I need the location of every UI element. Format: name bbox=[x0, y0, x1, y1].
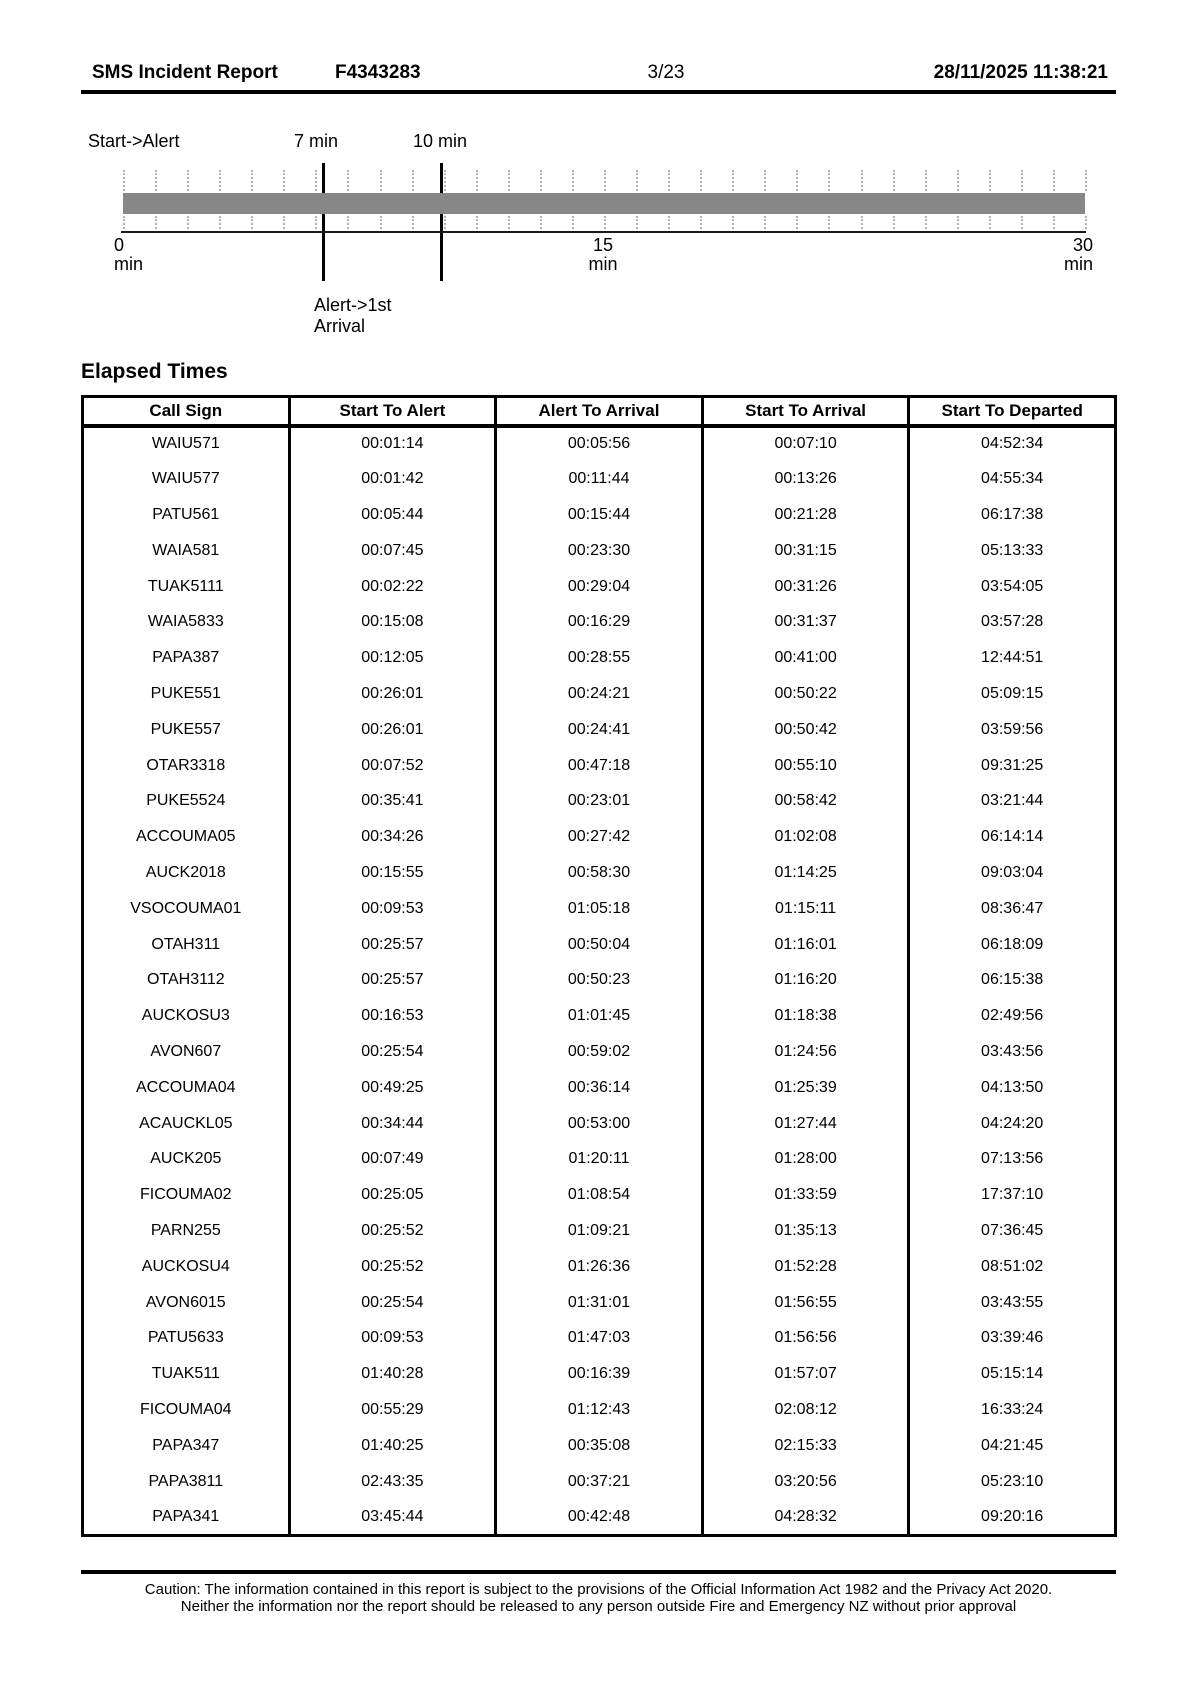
alert-to-arrival-cell: 00:50:23 bbox=[496, 962, 703, 998]
timeline-7min-label: 7 min bbox=[293, 131, 338, 151]
footer-rule bbox=[81, 1570, 1116, 1574]
start-to-arrival-cell: 00:41:00 bbox=[702, 640, 909, 676]
start-to-departed-cell: 07:36:45 bbox=[909, 1213, 1116, 1249]
minute-tick bbox=[347, 216, 349, 229]
start-to-alert-cell: 00:26:01 bbox=[289, 676, 496, 712]
minute-tick bbox=[636, 216, 638, 229]
call-sign-cell: PUKE5524 bbox=[83, 783, 290, 819]
minute-tick bbox=[444, 216, 446, 229]
minute-tick bbox=[700, 216, 702, 229]
page-header bbox=[81, 62, 1116, 88]
alert-to-arrival-cell: 01:12:43 bbox=[496, 1392, 703, 1428]
minute-tick bbox=[155, 170, 157, 191]
alert-to-arrival-cell: 00:35:08 bbox=[496, 1428, 703, 1464]
start-to-arrival-cell: 00:50:42 bbox=[702, 712, 909, 748]
call-sign-cell: PAPA387 bbox=[83, 640, 290, 676]
call-sign-cell: PUKE557 bbox=[83, 712, 290, 748]
start-to-arrival-cell: 00:13:26 bbox=[702, 461, 909, 497]
column-header-start-to-departed: Start To Departed bbox=[909, 397, 1116, 426]
elapsed-times-table bbox=[81, 395, 1117, 1537]
start-to-arrival-cell: 01:33:59 bbox=[702, 1177, 909, 1213]
alert-to-arrival-cell: 00:16:39 bbox=[496, 1356, 703, 1392]
minute-tick bbox=[1085, 216, 1087, 229]
alert-to-arrival-cell: 01:31:01 bbox=[496, 1285, 703, 1321]
start-to-alert-cell: 00:09:53 bbox=[289, 891, 496, 927]
minute-tick bbox=[540, 216, 542, 229]
start-to-departed-cell: 03:59:56 bbox=[909, 712, 1116, 748]
start-to-arrival-cell: 01:15:11 bbox=[702, 891, 909, 927]
alert-to-arrival-cell: 01:05:18 bbox=[496, 891, 703, 927]
table-row bbox=[83, 426, 1116, 462]
call-sign-cell: PAPA341 bbox=[83, 1499, 290, 1535]
start-to-alert-cell: 00:15:08 bbox=[289, 604, 496, 640]
call-sign-cell: WAIU577 bbox=[83, 461, 290, 497]
minute-tick bbox=[1053, 216, 1055, 229]
minute-tick bbox=[925, 170, 927, 191]
minute-tick bbox=[315, 216, 317, 229]
start-to-arrival-cell: 02:15:33 bbox=[702, 1428, 909, 1464]
table-row bbox=[83, 1141, 1116, 1177]
minute-tick bbox=[508, 216, 510, 229]
timeline-10min-label: 10 min bbox=[412, 131, 468, 151]
marker-line-10min bbox=[440, 163, 443, 281]
minute-tick bbox=[1085, 170, 1087, 191]
minute-tick bbox=[187, 170, 189, 191]
minute-tick bbox=[604, 216, 606, 229]
axis-unit-0: min bbox=[114, 254, 144, 274]
alert-to-arrival-cell: 00:58:30 bbox=[496, 855, 703, 891]
minute-tick bbox=[957, 216, 959, 229]
table-row bbox=[83, 533, 1116, 569]
minute-tick bbox=[893, 216, 895, 229]
start-to-arrival-cell: 01:24:56 bbox=[702, 1034, 909, 1070]
minute-tick bbox=[219, 170, 221, 191]
start-to-arrival-cell: 00:31:37 bbox=[702, 604, 909, 640]
table-row bbox=[83, 891, 1116, 927]
start-to-alert-cell: 00:25:57 bbox=[289, 962, 496, 998]
start-to-departed-cell: 05:09:15 bbox=[909, 676, 1116, 712]
start-to-departed-cell: 09:20:16 bbox=[909, 1499, 1116, 1535]
table-row bbox=[83, 461, 1116, 497]
alert-to-arrival-cell: 00:37:21 bbox=[496, 1464, 703, 1500]
table-row bbox=[83, 1213, 1116, 1249]
start-to-alert-cell: 00:34:26 bbox=[289, 819, 496, 855]
call-sign-cell: ACCOUMA04 bbox=[83, 1070, 290, 1106]
minute-tick bbox=[732, 216, 734, 229]
minute-tick bbox=[893, 170, 895, 191]
call-sign-cell: TUAK511 bbox=[83, 1356, 290, 1392]
call-sign-cell: PATU561 bbox=[83, 497, 290, 533]
alert-to-arrival-cell: 00:23:30 bbox=[496, 533, 703, 569]
call-sign-cell: PATU5633 bbox=[83, 1320, 290, 1356]
table-row bbox=[83, 1034, 1116, 1070]
call-sign-cell: FICOUMA04 bbox=[83, 1392, 290, 1428]
start-to-arrival-cell: 01:14:25 bbox=[702, 855, 909, 891]
start-to-alert-cell: 00:05:44 bbox=[289, 497, 496, 533]
call-sign-cell: OTAH3112 bbox=[83, 962, 290, 998]
start-to-arrival-cell: 01:56:56 bbox=[702, 1320, 909, 1356]
alert-to-arrival-cell: 00:53:00 bbox=[496, 1106, 703, 1142]
start-to-arrival-cell: 00:31:15 bbox=[702, 533, 909, 569]
call-sign-cell: TUAK5111 bbox=[83, 569, 290, 605]
table-row bbox=[83, 497, 1116, 533]
axis-tick-0: 0 bbox=[114, 235, 125, 255]
minute-tick bbox=[796, 170, 798, 191]
start-to-arrival-cell: 00:50:22 bbox=[702, 676, 909, 712]
call-sign-cell: PARN255 bbox=[83, 1213, 290, 1249]
minute-tick bbox=[347, 170, 349, 191]
column-header-alert-to-arrival: Alert To Arrival bbox=[496, 397, 703, 426]
start-to-alert-cell: 00:07:45 bbox=[289, 533, 496, 569]
table-row bbox=[83, 640, 1116, 676]
call-sign-cell: PAPA347 bbox=[83, 1428, 290, 1464]
axis-unit-15: min bbox=[588, 254, 618, 274]
minute-tick bbox=[861, 216, 863, 229]
minute-tick bbox=[1053, 170, 1055, 191]
page-title: SMS Incident Report bbox=[92, 62, 278, 83]
minute-tick bbox=[412, 170, 414, 191]
call-sign-cell: AVON607 bbox=[83, 1034, 290, 1070]
start-to-alert-cell: 00:26:01 bbox=[289, 712, 496, 748]
axis-unit-30: min bbox=[1063, 254, 1093, 274]
minute-tick bbox=[412, 216, 414, 229]
table-row bbox=[83, 604, 1116, 640]
alert-to-arrival-cell: 01:26:36 bbox=[496, 1249, 703, 1285]
alert-to-arrival-cell: 00:29:04 bbox=[496, 569, 703, 605]
start-to-arrival-cell: 00:55:10 bbox=[702, 748, 909, 784]
timeline-series-label: Start->Alert bbox=[88, 131, 180, 151]
marker-line-7min bbox=[322, 163, 325, 281]
start-to-arrival-cell: 00:31:26 bbox=[702, 569, 909, 605]
minute-tick bbox=[764, 170, 766, 191]
call-sign-cell: WAIA5833 bbox=[83, 604, 290, 640]
call-sign-cell: OTAR3318 bbox=[83, 748, 290, 784]
start-to-arrival-cell: 00:21:28 bbox=[702, 497, 909, 533]
table-row bbox=[83, 1285, 1116, 1321]
start-to-alert-cell: 01:40:25 bbox=[289, 1428, 496, 1464]
report-datetime: 28/11/2025 11:38:21 bbox=[933, 62, 1108, 83]
start-to-departed-cell: 16:33:24 bbox=[909, 1392, 1116, 1428]
table-row bbox=[83, 1499, 1116, 1535]
alert-to-arrival-cell: 00:15:44 bbox=[496, 497, 703, 533]
start-to-arrival-cell: 01:56:55 bbox=[702, 1285, 909, 1321]
table-row bbox=[83, 819, 1116, 855]
table-row bbox=[83, 962, 1116, 998]
start-to-arrival-cell: 03:20:56 bbox=[702, 1464, 909, 1500]
table-row bbox=[83, 676, 1116, 712]
start-to-alert-cell: 02:43:35 bbox=[289, 1464, 496, 1500]
start-to-alert-cell: 00:07:49 bbox=[289, 1141, 496, 1177]
start-to-departed-cell: 07:13:56 bbox=[909, 1141, 1116, 1177]
minute-tick bbox=[636, 170, 638, 191]
minute-tick bbox=[476, 170, 478, 191]
table-row bbox=[83, 783, 1116, 819]
alert-to-arrival-cell: 01:20:11 bbox=[496, 1141, 703, 1177]
minute-tick bbox=[283, 216, 285, 229]
minute-tick bbox=[123, 216, 125, 229]
table-row bbox=[83, 1070, 1116, 1106]
start-to-alert-cell: 00:25:54 bbox=[289, 1285, 496, 1321]
minute-tick bbox=[444, 170, 446, 191]
table-row bbox=[83, 927, 1116, 963]
table-row bbox=[83, 569, 1116, 605]
header-rule bbox=[81, 90, 1116, 94]
alert-to-arrival-cell: 01:09:21 bbox=[496, 1213, 703, 1249]
alert-to-arrival-label-line1: Alert->1st bbox=[314, 295, 392, 315]
minute-tick bbox=[700, 170, 702, 191]
minute-tick bbox=[668, 216, 670, 229]
axis-label-30min bbox=[1013, 236, 1093, 274]
table-row bbox=[83, 855, 1116, 891]
minute-tick bbox=[380, 170, 382, 191]
minute-tick bbox=[764, 216, 766, 229]
start-to-alert-cell: 00:35:41 bbox=[289, 783, 496, 819]
axis-label-0min bbox=[114, 236, 143, 274]
call-sign-cell: AVON6015 bbox=[83, 1285, 290, 1321]
minute-tick bbox=[828, 170, 830, 191]
start-to-alert-cell: 00:34:44 bbox=[289, 1106, 496, 1142]
call-sign-cell: ACCOUMA05 bbox=[83, 819, 290, 855]
start-to-departed-cell: 06:15:38 bbox=[909, 962, 1116, 998]
start-to-alert-cell: 00:25:52 bbox=[289, 1249, 496, 1285]
start-to-arrival-cell: 01:27:44 bbox=[702, 1106, 909, 1142]
minute-tick bbox=[508, 170, 510, 191]
start-to-alert-cell: 00:15:55 bbox=[289, 855, 496, 891]
table-row bbox=[83, 1392, 1116, 1428]
timeline-axis bbox=[121, 231, 1086, 233]
call-sign-cell: PUKE551 bbox=[83, 676, 290, 712]
alert-to-arrival-cell: 01:01:45 bbox=[496, 998, 703, 1034]
table-row bbox=[83, 1428, 1116, 1464]
minute-tick bbox=[123, 170, 125, 191]
minute-tick bbox=[828, 216, 830, 229]
minute-tick bbox=[572, 170, 574, 191]
minute-tick bbox=[796, 216, 798, 229]
table-row bbox=[83, 1356, 1116, 1392]
start-to-departed-cell: 09:31:25 bbox=[909, 748, 1116, 784]
alert-to-arrival-cell: 00:42:48 bbox=[496, 1499, 703, 1535]
start-to-alert-cell: 00:01:42 bbox=[289, 461, 496, 497]
alert-to-arrival-cell: 00:50:04 bbox=[496, 927, 703, 963]
start-to-arrival-cell: 01:28:00 bbox=[702, 1141, 909, 1177]
start-to-departed-cell: 08:36:47 bbox=[909, 891, 1116, 927]
alert-to-arrival-cell: 00:28:55 bbox=[496, 640, 703, 676]
page-number: 3/23 bbox=[647, 62, 685, 83]
axis-label-15min bbox=[563, 236, 643, 274]
start-to-departed-cell: 06:17:38 bbox=[909, 497, 1116, 533]
start-to-alert-cell: 03:45:44 bbox=[289, 1499, 496, 1535]
alert-to-arrival-cell: 00:24:21 bbox=[496, 676, 703, 712]
minute-tick bbox=[989, 216, 991, 229]
alert-to-arrival-cell: 01:08:54 bbox=[496, 1177, 703, 1213]
table-row bbox=[83, 1464, 1116, 1500]
alert-to-arrival-cell: 00:47:18 bbox=[496, 748, 703, 784]
start-to-departed-cell: 08:51:02 bbox=[909, 1249, 1116, 1285]
start-to-departed-cell: 12:44:51 bbox=[909, 640, 1116, 676]
minute-tick bbox=[476, 216, 478, 229]
start-to-departed-cell: 09:03:04 bbox=[909, 855, 1116, 891]
alert-to-arrival-cell: 00:59:02 bbox=[496, 1034, 703, 1070]
timeline-bar bbox=[123, 193, 1085, 214]
minute-tick bbox=[380, 216, 382, 229]
table-body bbox=[83, 426, 1116, 1536]
minute-tick bbox=[1021, 216, 1023, 229]
start-to-alert-cell: 00:25:05 bbox=[289, 1177, 496, 1213]
start-to-alert-cell: 00:25:54 bbox=[289, 1034, 496, 1070]
axis-tick-30: 30 bbox=[1072, 235, 1093, 255]
start-to-departed-cell: 04:55:34 bbox=[909, 461, 1116, 497]
start-to-arrival-cell: 01:57:07 bbox=[702, 1356, 909, 1392]
minute-tick bbox=[251, 216, 253, 229]
call-sign-cell: WAIA581 bbox=[83, 533, 290, 569]
minute-tick bbox=[668, 170, 670, 191]
alert-to-arrival-label bbox=[314, 295, 392, 337]
call-sign-cell: WAIU571 bbox=[83, 426, 290, 462]
start-to-departed-cell: 03:43:55 bbox=[909, 1285, 1116, 1321]
table-row bbox=[83, 1320, 1116, 1356]
start-to-departed-cell: 04:52:34 bbox=[909, 426, 1116, 462]
alert-to-arrival-cell: 00:24:41 bbox=[496, 712, 703, 748]
start-to-alert-cell: 00:02:22 bbox=[289, 569, 496, 605]
section-heading: Elapsed Times bbox=[81, 360, 228, 383]
start-to-alert-cell: 00:09:53 bbox=[289, 1320, 496, 1356]
alert-to-arrival-cell: 00:36:14 bbox=[496, 1070, 703, 1106]
start-to-arrival-cell: 00:58:42 bbox=[702, 783, 909, 819]
start-to-alert-cell: 00:01:14 bbox=[289, 426, 496, 462]
minute-tick bbox=[572, 216, 574, 229]
minute-tick bbox=[315, 170, 317, 191]
incident-number: F4343283 bbox=[335, 62, 421, 83]
start-to-departed-cell: 05:13:33 bbox=[909, 533, 1116, 569]
table-row bbox=[83, 1106, 1116, 1142]
minute-tick bbox=[540, 170, 542, 191]
start-to-arrival-cell: 01:35:13 bbox=[702, 1213, 909, 1249]
start-to-arrival-cell: 00:07:10 bbox=[702, 426, 909, 462]
minute-tick bbox=[1021, 170, 1023, 191]
start-to-arrival-cell: 01:25:39 bbox=[702, 1070, 909, 1106]
table-row bbox=[83, 1177, 1116, 1213]
start-to-departed-cell: 17:37:10 bbox=[909, 1177, 1116, 1213]
minute-tick bbox=[219, 216, 221, 229]
start-to-alert-cell: 01:40:28 bbox=[289, 1356, 496, 1392]
alert-to-arrival-cell: 01:47:03 bbox=[496, 1320, 703, 1356]
start-to-arrival-cell: 01:52:28 bbox=[702, 1249, 909, 1285]
start-to-departed-cell: 06:14:14 bbox=[909, 819, 1116, 855]
table-row bbox=[83, 998, 1116, 1034]
column-header-call-sign: Call Sign bbox=[83, 397, 290, 426]
minute-tick bbox=[861, 170, 863, 191]
start-to-departed-cell: 03:43:56 bbox=[909, 1034, 1116, 1070]
timeline-chart bbox=[0, 115, 1190, 350]
column-header-start-to-alert: Start To Alert bbox=[289, 397, 496, 426]
start-to-departed-cell: 04:24:20 bbox=[909, 1106, 1116, 1142]
start-to-alert-cell: 00:55:29 bbox=[289, 1392, 496, 1428]
start-to-departed-cell: 03:54:05 bbox=[909, 569, 1116, 605]
start-to-alert-cell: 00:25:57 bbox=[289, 927, 496, 963]
start-to-alert-cell: 00:25:52 bbox=[289, 1213, 496, 1249]
call-sign-cell: AUCK2018 bbox=[83, 855, 290, 891]
start-to-arrival-cell: 01:02:08 bbox=[702, 819, 909, 855]
alert-to-arrival-cell: 00:23:01 bbox=[496, 783, 703, 819]
caution-text-line1: Caution: The information contained in this report is subject to the provisions of the Official Information Act 1982 and the Privacy Act 2020. bbox=[144, 1581, 1053, 1598]
table-row bbox=[83, 748, 1116, 784]
start-to-departed-cell: 03:21:44 bbox=[909, 783, 1116, 819]
alert-to-arrival-cell: 00:27:42 bbox=[496, 819, 703, 855]
call-sign-cell: OTAH311 bbox=[83, 927, 290, 963]
start-to-arrival-cell: 04:28:32 bbox=[702, 1499, 909, 1535]
start-to-arrival-cell: 01:16:01 bbox=[702, 927, 909, 963]
start-to-departed-cell: 03:57:28 bbox=[909, 604, 1116, 640]
start-to-departed-cell: 03:39:46 bbox=[909, 1320, 1116, 1356]
minute-tick bbox=[957, 170, 959, 191]
start-to-alert-cell: 00:49:25 bbox=[289, 1070, 496, 1106]
minute-tick bbox=[732, 170, 734, 191]
start-to-alert-cell: 00:16:53 bbox=[289, 998, 496, 1034]
table-header-row bbox=[83, 397, 1116, 426]
call-sign-cell: AUCK205 bbox=[83, 1141, 290, 1177]
start-to-arrival-cell: 02:08:12 bbox=[702, 1392, 909, 1428]
start-to-departed-cell: 05:15:14 bbox=[909, 1356, 1116, 1392]
minute-tick bbox=[251, 170, 253, 191]
axis-tick-15: 15 bbox=[592, 235, 614, 255]
call-sign-cell: PAPA3811 bbox=[83, 1464, 290, 1500]
alert-to-arrival-cell: 00:05:56 bbox=[496, 426, 703, 462]
call-sign-cell: FICOUMA02 bbox=[83, 1177, 290, 1213]
start-to-arrival-cell: 01:16:20 bbox=[702, 962, 909, 998]
start-to-departed-cell: 05:23:10 bbox=[909, 1464, 1116, 1500]
call-sign-cell: AUCKOSU3 bbox=[83, 998, 290, 1034]
start-to-arrival-cell: 01:18:38 bbox=[702, 998, 909, 1034]
minute-tick bbox=[604, 170, 606, 191]
call-sign-cell: ACAUCKL05 bbox=[83, 1106, 290, 1142]
table-row bbox=[83, 1249, 1116, 1285]
alert-to-arrival-cell: 00:16:29 bbox=[496, 604, 703, 640]
start-to-departed-cell: 06:18:09 bbox=[909, 927, 1116, 963]
call-sign-cell: VSOCOUMA01 bbox=[83, 891, 290, 927]
start-to-departed-cell: 04:13:50 bbox=[909, 1070, 1116, 1106]
start-to-alert-cell: 00:07:52 bbox=[289, 748, 496, 784]
start-to-departed-cell: 04:21:45 bbox=[909, 1428, 1116, 1464]
minute-tick bbox=[187, 216, 189, 229]
start-to-departed-cell: 02:49:56 bbox=[909, 998, 1116, 1034]
caution-text-line2: Neither the information nor the report should be released to any person outside Fire and Emergency NZ without prior approval bbox=[180, 1598, 1017, 1615]
call-sign-cell: AUCKOSU4 bbox=[83, 1249, 290, 1285]
table-row bbox=[83, 712, 1116, 748]
alert-to-arrival-label-line2: Arrival bbox=[314, 316, 366, 336]
minute-tick bbox=[989, 170, 991, 191]
minute-tick bbox=[155, 216, 157, 229]
minute-tick bbox=[925, 216, 927, 229]
start-to-alert-cell: 00:12:05 bbox=[289, 640, 496, 676]
column-header-start-to-arrival: Start To Arrival bbox=[702, 397, 909, 426]
alert-to-arrival-cell: 00:11:44 bbox=[496, 461, 703, 497]
minute-tick bbox=[283, 170, 285, 191]
